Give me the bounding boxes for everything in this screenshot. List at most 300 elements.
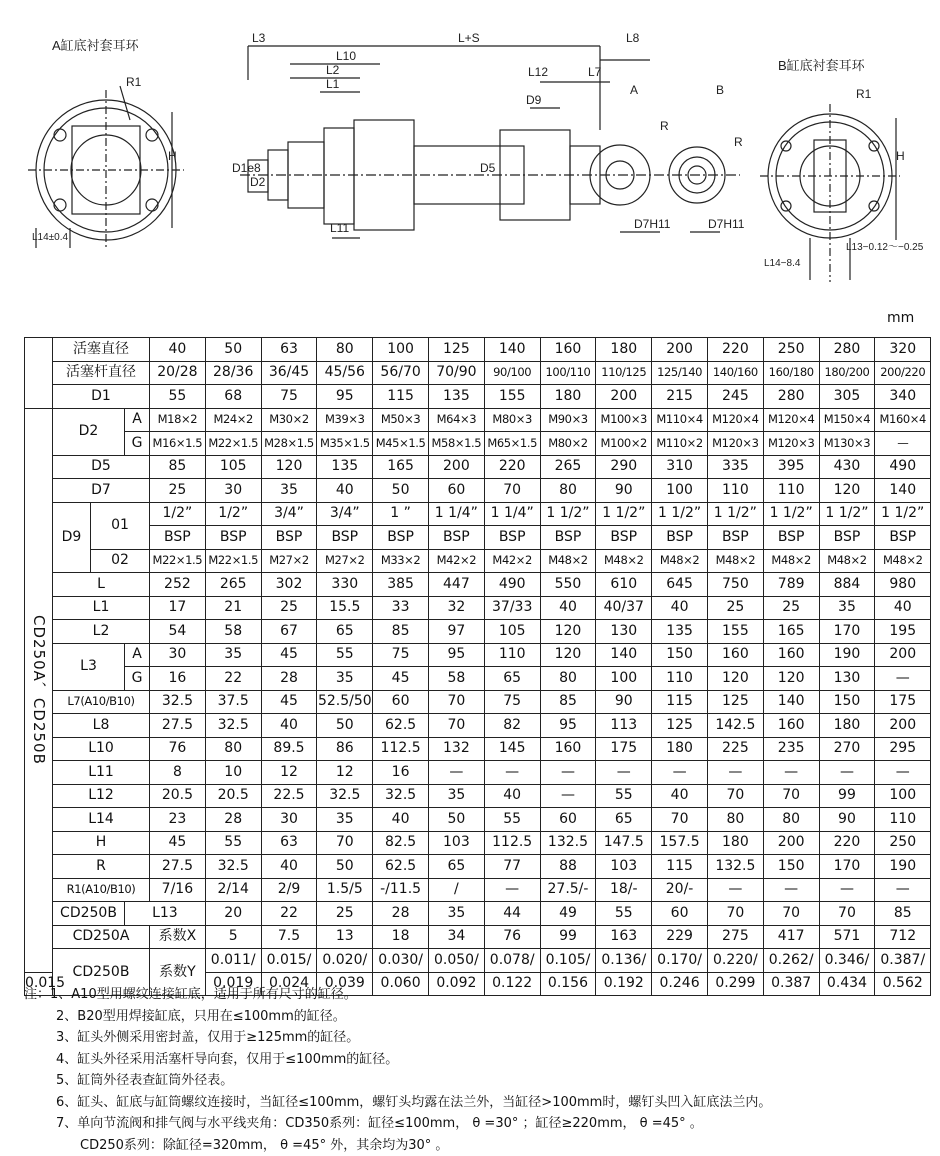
value-cell: 490 xyxy=(484,573,540,597)
label-l10: L10 xyxy=(336,49,356,63)
value-cell: 85 xyxy=(373,620,429,644)
row-label: L8 xyxy=(53,714,150,738)
value-cell: 1 1/4” xyxy=(484,502,540,526)
value-cell: 610 xyxy=(596,573,652,597)
value-cell: 275 xyxy=(707,925,763,949)
value-cell: M28×1.5 xyxy=(261,432,317,456)
value-cell: / xyxy=(428,878,484,902)
value-cell: M90×3 xyxy=(540,408,596,432)
value-cell: 120 xyxy=(261,455,317,479)
sub-label: A xyxy=(125,643,150,667)
value-cell: 85 xyxy=(150,455,206,479)
value-cell: M120×4 xyxy=(707,408,763,432)
row-l2 xyxy=(25,620,931,644)
value-cell: 90 xyxy=(819,808,875,832)
value-cell: 34 xyxy=(428,925,484,949)
row-l xyxy=(25,573,931,597)
value-cell: 40 xyxy=(317,479,373,503)
value-cell: 2/14 xyxy=(205,878,261,902)
row-coef-y-top xyxy=(25,949,931,973)
value-cell: 1.5/5 xyxy=(317,878,373,902)
value-cell: 265 xyxy=(205,573,261,597)
value-cell: 0.136/ xyxy=(596,949,652,973)
value-cell: 103 xyxy=(596,855,652,879)
value-cell: 67 xyxy=(261,620,317,644)
value-cell: M100×2 xyxy=(596,432,652,456)
label-d7h11-b: D7H11 xyxy=(708,217,745,231)
row-d9-01-top xyxy=(25,502,931,526)
value-cell: M48×2 xyxy=(652,549,708,573)
row-d9-02 xyxy=(25,549,931,573)
value-cell: 36/45 xyxy=(261,361,317,385)
value-cell: 1 1/2” xyxy=(596,502,652,526)
cylinder-drawing xyxy=(0,0,940,300)
label-l13-b: L13−0.12～−0.25 xyxy=(846,242,924,253)
value-cell: 35 xyxy=(428,784,484,808)
value-cell: 447 xyxy=(428,573,484,597)
value-cell: 252 xyxy=(150,573,206,597)
row-misc xyxy=(25,784,931,808)
note-4: 4、缸头外径采用活塞杆导向套，仅用于≤100mm的缸径。 xyxy=(24,1049,771,1071)
value-cell: 0.122 xyxy=(484,972,540,996)
row-misc xyxy=(25,714,931,738)
value-cell: M110×2 xyxy=(652,432,708,456)
value-cell: 40 xyxy=(261,855,317,879)
value-cell: M48×2 xyxy=(875,549,931,573)
series-label: CD250A xyxy=(53,925,150,949)
value-cell: — xyxy=(819,878,875,902)
b-eye-view xyxy=(760,104,900,282)
value-cell: 2/9 xyxy=(261,878,317,902)
value-cell: 1 1/2” xyxy=(652,502,708,526)
value-cell: 0.170/ xyxy=(652,949,708,973)
row-label: D5 xyxy=(53,455,150,479)
value-cell: 157.5 xyxy=(652,831,708,855)
value-cell: 190 xyxy=(875,855,931,879)
value-cell: 884 xyxy=(819,573,875,597)
value-cell: 80 xyxy=(540,667,596,691)
value-cell: 132 xyxy=(428,737,484,761)
value-cell: 27.5 xyxy=(150,714,206,738)
value-cell: 86 xyxy=(317,737,373,761)
sub-label: 02 xyxy=(91,549,150,573)
value-cell: M48×2 xyxy=(819,549,875,573)
value-cell: 25 xyxy=(317,902,373,926)
value-cell: 50 xyxy=(373,479,429,503)
value-cell: 10 xyxy=(205,761,261,785)
value-cell: — xyxy=(763,878,819,902)
label-d5: D5 xyxy=(480,161,496,175)
value-cell: 25 xyxy=(763,596,819,620)
value-cell: M22×1.5 xyxy=(205,432,261,456)
value-cell: 70 xyxy=(428,690,484,714)
value-cell: 32.5 xyxy=(317,784,373,808)
value-cell: 160 xyxy=(763,643,819,667)
value-cell: 0.050/ xyxy=(428,949,484,973)
value-cell: BSP xyxy=(763,526,819,550)
value-cell: 27.5 xyxy=(150,855,206,879)
value-cell: BSP xyxy=(540,526,596,550)
series-side-label: CD250A、CD250B xyxy=(25,408,53,972)
value-cell: 75 xyxy=(373,643,429,667)
value-cell: 305 xyxy=(819,385,875,409)
value-cell: 12 xyxy=(317,761,373,785)
row-label: 系数Y xyxy=(150,949,206,996)
value-cell: 60 xyxy=(652,902,708,926)
value-cell: 45/56 xyxy=(317,361,373,385)
value-cell: 75 xyxy=(261,385,317,409)
row-misc xyxy=(25,831,931,855)
value-cell: 140 xyxy=(484,338,540,362)
value-cell: — xyxy=(819,761,875,785)
value-cell: BSP xyxy=(205,526,261,550)
value-cell: 302 xyxy=(261,573,317,597)
value-cell: 200 xyxy=(763,831,819,855)
value-cell: 335 xyxy=(707,455,763,479)
value-cell: 120 xyxy=(540,643,596,667)
value-cell: 200/220 xyxy=(875,361,931,385)
value-cell: 200 xyxy=(875,714,931,738)
value-cell: 110 xyxy=(484,643,540,667)
value-cell: 0.299 xyxy=(707,972,763,996)
value-cell: 5 xyxy=(205,925,261,949)
value-cell: 105 xyxy=(484,620,540,644)
value-cell: 220 xyxy=(819,831,875,855)
label-r-b: R xyxy=(734,135,743,149)
label-a: A xyxy=(630,83,638,97)
value-cell: 215 xyxy=(652,385,708,409)
value-cell: 35 xyxy=(205,643,261,667)
row-label: 活塞杆直径 xyxy=(53,361,150,385)
label-r1-b: R1 xyxy=(856,87,872,101)
value-cell: M100×3 xyxy=(596,408,652,432)
value-cell: 120 xyxy=(819,479,875,503)
row-label: L11 xyxy=(53,761,150,785)
value-cell: 1 ” xyxy=(373,502,429,526)
value-cell: 63 xyxy=(261,831,317,855)
value-cell: 28 xyxy=(373,902,429,926)
value-cell: 13 xyxy=(317,925,373,949)
value-cell: M22×1.5 xyxy=(150,549,206,573)
row-l3-g xyxy=(25,667,931,691)
value-cell: 295 xyxy=(875,737,931,761)
value-cell: 75 xyxy=(484,690,540,714)
label-l3: L3 xyxy=(252,31,266,45)
value-cell: 200 xyxy=(428,455,484,479)
value-cell: M16×1.5 xyxy=(150,432,206,456)
value-cell: 40 xyxy=(150,338,206,362)
value-cell: 35 xyxy=(317,667,373,691)
value-cell: — xyxy=(707,761,763,785)
value-cell: — xyxy=(484,761,540,785)
value-cell: M18×2 xyxy=(150,408,206,432)
value-cell: 0.039 xyxy=(317,972,373,996)
value-cell: — xyxy=(652,761,708,785)
row-misc xyxy=(25,737,931,761)
row-label: L10 xyxy=(53,737,150,761)
value-cell: 0.262/ xyxy=(763,949,819,973)
value-cell: 310 xyxy=(652,455,708,479)
value-cell: M50×3 xyxy=(373,408,429,432)
row-label: D2 xyxy=(53,408,125,455)
value-cell: 180 xyxy=(819,714,875,738)
value-cell: 32.5 xyxy=(205,855,261,879)
value-cell: BSP xyxy=(261,526,317,550)
row-label: H xyxy=(53,831,150,855)
row-misc xyxy=(25,878,931,902)
value-cell: BSP xyxy=(652,526,708,550)
value-cell: 190 xyxy=(819,643,875,667)
value-cell: M58×1.5 xyxy=(428,432,484,456)
value-cell: 90 xyxy=(596,479,652,503)
value-cell: 0.346/ xyxy=(819,949,875,973)
value-cell: 225 xyxy=(707,737,763,761)
value-cell: — xyxy=(875,432,931,456)
value-cell: 88 xyxy=(540,855,596,879)
value-cell: 180/200 xyxy=(819,361,875,385)
value-cell: 140 xyxy=(596,643,652,667)
spec-table xyxy=(24,337,931,996)
value-cell: 1/2” xyxy=(150,502,206,526)
value-cell: 80 xyxy=(707,808,763,832)
value-cell: — xyxy=(484,878,540,902)
value-cell: 150 xyxy=(763,855,819,879)
value-cell: 22 xyxy=(205,667,261,691)
row-label: D9 xyxy=(53,502,91,573)
value-cell: 52.5/50 xyxy=(317,690,373,714)
value-cell: 155 xyxy=(484,385,540,409)
row-piston-diameter xyxy=(25,338,931,362)
value-cell: 77 xyxy=(484,855,540,879)
value-cell: 320 xyxy=(875,338,931,362)
row-misc xyxy=(25,808,931,832)
value-cell: 40 xyxy=(652,596,708,620)
value-cell: 110 xyxy=(652,667,708,691)
value-cell: 105 xyxy=(205,455,261,479)
row-label: L12 xyxy=(53,784,150,808)
note-6: 6、缸头、缸底与缸筒螺纹连接时，当缸径≤100mm，螺钉头均露在法兰外，当缸径>100mm时，螺钉头凹入缸底法兰内。 xyxy=(24,1092,771,1114)
value-cell: 0.220/ xyxy=(707,949,763,973)
value-cell: 110 xyxy=(875,808,931,832)
label-b: B xyxy=(716,83,724,97)
value-cell: M22×1.5 xyxy=(205,549,261,573)
label-r-a: R xyxy=(660,119,669,133)
label-d2: D2 xyxy=(250,175,266,189)
value-cell: 55 xyxy=(596,784,652,808)
value-cell: 417 xyxy=(763,925,819,949)
value-cell: 140/160 xyxy=(707,361,763,385)
value-cell: M64×3 xyxy=(428,408,484,432)
value-cell: 50 xyxy=(205,338,261,362)
value-cell: M39×3 xyxy=(317,408,373,432)
value-cell: M48×2 xyxy=(763,549,819,573)
value-cell: 99 xyxy=(819,784,875,808)
label-l2: L2 xyxy=(326,63,340,77)
value-cell: 18/- xyxy=(596,878,652,902)
value-cell: BSP xyxy=(596,526,652,550)
value-cell: 180 xyxy=(707,831,763,855)
value-cell: 70/90 xyxy=(428,361,484,385)
value-cell: 65 xyxy=(428,855,484,879)
row-misc xyxy=(25,761,931,785)
label-h-a: H xyxy=(168,149,177,163)
value-cell: 44 xyxy=(484,902,540,926)
value-cell: 50 xyxy=(317,714,373,738)
row-l3-a xyxy=(25,643,931,667)
value-cell: 645 xyxy=(652,573,708,597)
value-cell: 95 xyxy=(540,714,596,738)
value-cell: 0.562 xyxy=(875,972,931,996)
value-cell: 32.5 xyxy=(205,714,261,738)
value-cell: 20.5 xyxy=(150,784,206,808)
value-cell: M120×4 xyxy=(763,408,819,432)
value-cell: BSP xyxy=(707,526,763,550)
value-cell: 750 xyxy=(707,573,763,597)
note-2: 2、B20型用焊接缸底，只用在≤100mm的缸径。 xyxy=(24,1006,771,1028)
row-l13 xyxy=(25,902,931,926)
value-cell: 103 xyxy=(428,831,484,855)
value-cell: 120 xyxy=(707,667,763,691)
value-cell: 0.030/ xyxy=(373,949,429,973)
value-cell: 712 xyxy=(875,925,931,949)
value-cell: 980 xyxy=(875,573,931,597)
value-cell: 15.5 xyxy=(317,596,373,620)
value-cell: 40 xyxy=(652,784,708,808)
value-cell: 33 xyxy=(373,596,429,620)
value-cell: 40 xyxy=(540,596,596,620)
row-d2-g xyxy=(25,432,931,456)
value-cell: 1 1/2” xyxy=(707,502,763,526)
value-cell: 0.434 xyxy=(819,972,875,996)
value-cell: 250 xyxy=(875,831,931,855)
value-cell: 55 xyxy=(596,902,652,926)
value-cell: 80 xyxy=(763,808,819,832)
row-label: L xyxy=(53,573,150,597)
value-cell: 132.5 xyxy=(707,855,763,879)
a-eye-title: A缸底衬套耳环 xyxy=(52,38,140,53)
value-cell: BSP xyxy=(875,526,931,550)
value-cell: M48×2 xyxy=(540,549,596,573)
corner-cell xyxy=(25,338,53,409)
value-cell: 50 xyxy=(317,855,373,879)
value-cell: 25 xyxy=(261,596,317,620)
value-cell: 132.5 xyxy=(540,831,596,855)
row-label: 系数X xyxy=(150,925,206,949)
value-cell: 571 xyxy=(819,925,875,949)
row-label: R xyxy=(53,855,150,879)
value-cell: 142.5 xyxy=(707,714,763,738)
value-cell: M42×2 xyxy=(484,549,540,573)
label-d9: D9 xyxy=(526,93,542,107)
value-cell: 125 xyxy=(707,690,763,714)
value-cell: 70 xyxy=(317,831,373,855)
value-cell: 135 xyxy=(428,385,484,409)
value-cell: 120 xyxy=(763,667,819,691)
series-label: CD250B xyxy=(53,949,150,996)
value-cell: 0.020/ xyxy=(317,949,373,973)
label-l14-a: L14±0.4 xyxy=(32,232,69,243)
value-cell: 70 xyxy=(763,902,819,926)
value-cell: 220 xyxy=(484,455,540,479)
a-eye-view xyxy=(28,86,184,250)
value-cell: 115 xyxy=(652,690,708,714)
value-cell: 97 xyxy=(428,620,484,644)
value-cell: 195 xyxy=(875,620,931,644)
value-cell: 49 xyxy=(540,902,596,926)
value-cell: 30 xyxy=(150,643,206,667)
sub-label: G xyxy=(125,667,150,691)
value-cell: 8 xyxy=(150,761,206,785)
value-cell: 115 xyxy=(373,385,429,409)
value-cell: — xyxy=(763,761,819,785)
value-cell: 65 xyxy=(596,808,652,832)
value-cell: 150 xyxy=(819,690,875,714)
row-l1 xyxy=(25,596,931,620)
sub-label: A xyxy=(125,408,150,432)
value-cell: 0.060 xyxy=(373,972,429,996)
value-cell: BSP xyxy=(819,526,875,550)
value-cell: — xyxy=(875,878,931,902)
value-cell: 155 xyxy=(707,620,763,644)
value-cell: 85 xyxy=(875,902,931,926)
value-cell: 28/36 xyxy=(205,361,261,385)
value-cell: 280 xyxy=(819,338,875,362)
row-label: L7(A10/B10) xyxy=(53,690,150,714)
value-cell: 7.5 xyxy=(261,925,317,949)
value-cell: BSP xyxy=(150,526,206,550)
value-cell: 490 xyxy=(875,455,931,479)
value-cell: 1 1/2” xyxy=(875,502,931,526)
value-cell: 63 xyxy=(261,338,317,362)
value-cell: 110 xyxy=(707,479,763,503)
value-cell: 60 xyxy=(540,808,596,832)
row-misc xyxy=(25,855,931,879)
label-l1: L1 xyxy=(326,77,340,91)
value-cell: 3/4” xyxy=(317,502,373,526)
value-cell: 0.246 xyxy=(652,972,708,996)
value-cell: 100 xyxy=(596,667,652,691)
cylinder-side-view xyxy=(240,46,740,238)
value-cell: 165 xyxy=(763,620,819,644)
value-cell: 55 xyxy=(205,831,261,855)
value-cell: 100 xyxy=(652,479,708,503)
value-cell: 80 xyxy=(317,338,373,362)
value-cell: 235 xyxy=(763,737,819,761)
value-cell: 0.024 xyxy=(261,972,317,996)
value-cell: — xyxy=(707,878,763,902)
value-cell: 70 xyxy=(428,714,484,738)
value-cell: BSP xyxy=(373,526,429,550)
value-cell: M45×1.5 xyxy=(373,432,429,456)
value-cell: M120×3 xyxy=(763,432,819,456)
value-cell: 140 xyxy=(763,690,819,714)
value-cell: 160 xyxy=(540,338,596,362)
value-cell: 62.5 xyxy=(373,855,429,879)
value-cell: 125 xyxy=(428,338,484,362)
value-cell: 32.5 xyxy=(150,690,206,714)
value-cell: 35 xyxy=(317,808,373,832)
value-cell: -/11.5 xyxy=(373,878,429,902)
value-cell: 23 xyxy=(150,808,206,832)
value-cell: 45 xyxy=(150,831,206,855)
value-cell: M42×2 xyxy=(428,549,484,573)
notes xyxy=(24,984,771,1156)
value-cell: 180 xyxy=(596,338,652,362)
value-cell: 265 xyxy=(540,455,596,479)
value-cell: 20.5 xyxy=(205,784,261,808)
value-cell: 200 xyxy=(875,643,931,667)
value-cell: — xyxy=(540,784,596,808)
